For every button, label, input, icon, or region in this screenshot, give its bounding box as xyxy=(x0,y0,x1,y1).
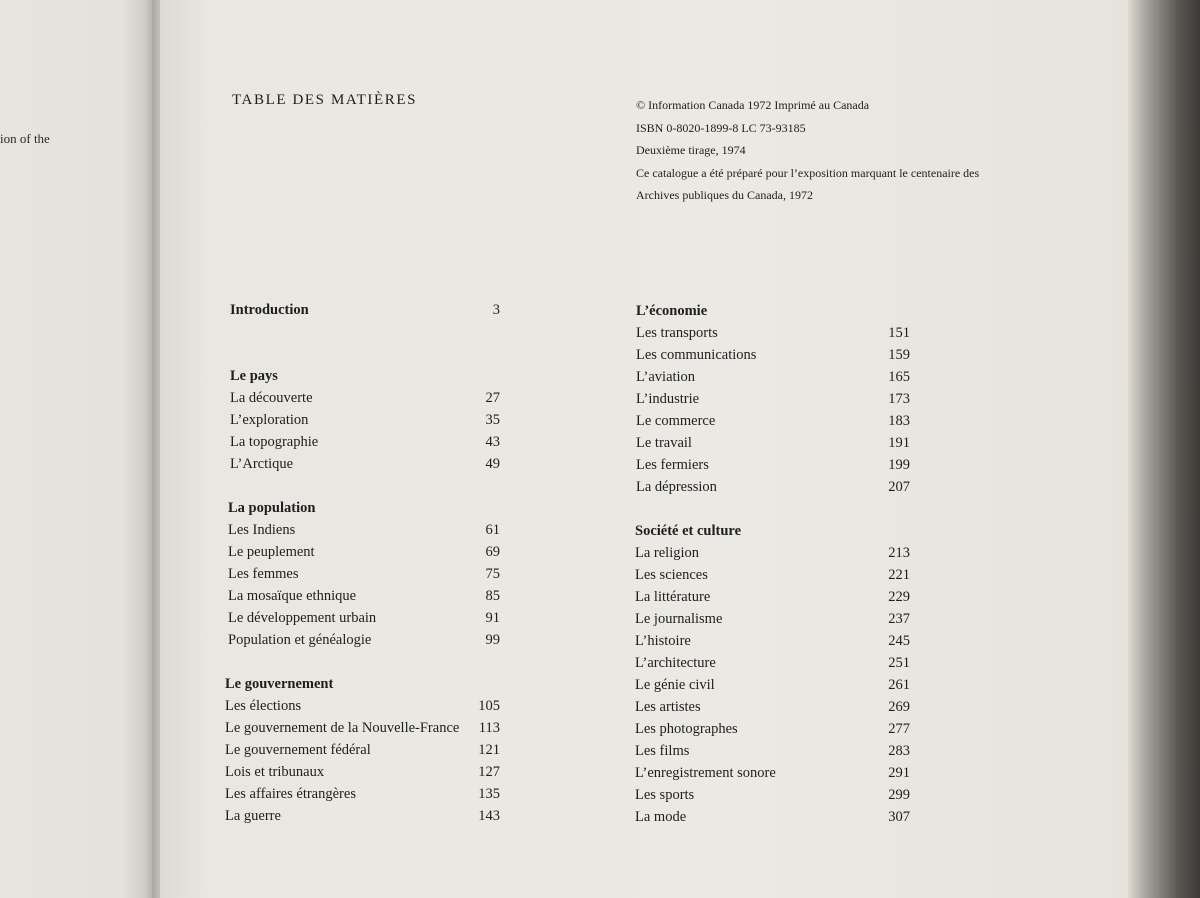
toc-entry xyxy=(635,762,910,784)
toc-entry xyxy=(635,674,910,696)
toc-entry xyxy=(635,586,910,608)
toc-entry xyxy=(230,409,500,431)
toc-entry-label: Le commerce xyxy=(636,413,716,429)
toc-section-title: La population xyxy=(228,500,316,516)
imprint-block xyxy=(636,94,1016,207)
toc-entry-page: 291 xyxy=(888,765,910,781)
toc-entry-page: 127 xyxy=(478,764,500,780)
toc-entry-label: Le gouvernement fédéral xyxy=(225,742,371,758)
toc-entry-page: 27 xyxy=(485,390,500,406)
toc-entry-page: 165 xyxy=(888,369,910,385)
toc-entry xyxy=(635,630,910,652)
toc-entry-label: Le peuplement xyxy=(228,544,315,560)
toc-entry-page: 43 xyxy=(485,434,500,450)
toc-entry-page: 85 xyxy=(485,588,500,604)
imprint-line: ISBN 0-8020-1899-8 LC 73-93185 xyxy=(636,120,806,135)
toc-entry-page: 277 xyxy=(888,721,910,737)
toc-entry-label: La dépression xyxy=(636,479,717,495)
toc-entry xyxy=(635,542,910,564)
toc-entry xyxy=(228,541,500,563)
toc-entry xyxy=(636,432,910,454)
left-page xyxy=(0,0,152,898)
toc-entry-label: Les femmes xyxy=(228,566,299,582)
toc-entry-label: Les photographes xyxy=(635,721,738,737)
toc-entry-page: 199 xyxy=(888,457,910,473)
toc-entry-page: 283 xyxy=(888,743,910,759)
toc-entry-page: 269 xyxy=(888,699,910,715)
toc-entry-page: 91 xyxy=(485,610,500,626)
toc-section-economie xyxy=(636,300,910,498)
toc-entry-label: Les sciences xyxy=(635,567,708,583)
toc-entry-label: Les Indiens xyxy=(228,522,296,538)
toc-entry-label: L’enregistrement sonore xyxy=(635,765,776,781)
toc-entry-page: 183 xyxy=(888,413,910,429)
toc-entry-label: L’aviation xyxy=(636,369,696,385)
toc-entry-page: 135 xyxy=(478,786,500,802)
toc-entry-label: L’Arctique xyxy=(230,456,294,472)
toc-entry-label: Le développement urbain xyxy=(228,610,377,626)
toc-right-column xyxy=(632,300,922,828)
toc-section-title: Le pays xyxy=(230,368,278,384)
toc-entry xyxy=(635,696,910,718)
toc-entry-page: 35 xyxy=(485,412,500,428)
toc-entry-page: 159 xyxy=(888,347,910,363)
toc-entry xyxy=(636,344,910,366)
toc-entry-page: 69 xyxy=(485,544,500,560)
toc-entry-label: Le gouvernement de la Nouvelle-France xyxy=(225,720,460,736)
toc-entry xyxy=(636,388,910,410)
toc-entry-label: Les communications xyxy=(636,347,757,363)
toc-entry-label: La topographie xyxy=(230,434,319,450)
toc-entry xyxy=(635,608,910,630)
toc-entry-page: 261 xyxy=(888,677,910,693)
toc-entry-page: 221 xyxy=(888,567,910,583)
imprint-line: Deuxième tirage, 1974 xyxy=(636,143,746,157)
toc-entry-label: Les affaires étrangères xyxy=(225,786,356,802)
toc-section-title: Le gouvernement xyxy=(225,676,334,692)
toc-entry-page: 173 xyxy=(888,391,910,407)
page-title: TABLE DES MATIÈRES xyxy=(232,92,418,108)
toc-entry-page: 105 xyxy=(478,698,500,714)
toc-section-title: Société et culture xyxy=(635,523,742,539)
imprint-line: © Information Canada 1972 Imprimé au Canada xyxy=(636,98,870,112)
toc-entry-label: Le génie civil xyxy=(635,677,715,693)
toc-entry-label: L’industrie xyxy=(636,391,700,407)
toc-entry xyxy=(228,519,500,541)
toc-entry xyxy=(636,454,910,476)
toc-entry-label: Les transports xyxy=(636,325,718,341)
toc-entry xyxy=(230,387,500,409)
toc-entry-page: 213 xyxy=(888,545,910,561)
toc-entry xyxy=(635,652,910,674)
toc-entry xyxy=(228,585,500,607)
toc-entry-page: 49 xyxy=(485,456,500,472)
toc-entry xyxy=(228,607,500,629)
toc-entry-page: 251 xyxy=(888,655,910,671)
toc-entry-label: Les films xyxy=(635,743,690,759)
page-edge xyxy=(1128,0,1200,898)
toc-entry-page: 307 xyxy=(888,809,910,825)
toc-entry-label: L’histoire xyxy=(635,633,691,649)
toc-entry xyxy=(225,695,500,717)
toc-entry-label: La littérature xyxy=(635,589,711,605)
toc-entry-label: Le journalisme xyxy=(635,611,723,627)
toc-section-title: L’économie xyxy=(636,303,708,319)
toc-entry-label: La guerre xyxy=(225,808,281,824)
toc-entry-label: Les artistes xyxy=(635,699,701,715)
imprint-line: Ce catalogue a été préparé pour l’exposition marquant le centenaire des xyxy=(636,165,980,180)
toc-entry-page: 229 xyxy=(888,589,910,605)
toc-entry-label: Population et généalogie xyxy=(228,632,372,648)
toc-entry-label: Les élections xyxy=(225,698,302,714)
toc-section-societe-culture xyxy=(635,520,910,828)
imprint-line: Archives publiques du Canada, 1972 xyxy=(636,188,813,202)
toc-entry-page: 113 xyxy=(478,720,500,736)
toc-entry-page: 61 xyxy=(485,522,500,538)
toc-entry-page: 299 xyxy=(888,787,910,803)
toc-entry xyxy=(225,783,500,805)
toc-entry-page: 3 xyxy=(492,302,500,318)
toc-intro-entry xyxy=(230,299,512,321)
toc-entry xyxy=(225,739,500,761)
toc-entry-page: 75 xyxy=(485,566,500,582)
toc-entry-page: 237 xyxy=(888,611,910,627)
toc-entry-page: 121 xyxy=(478,742,500,758)
toc-entry xyxy=(228,563,500,585)
toc-entry-label: Les sports xyxy=(635,787,695,803)
toc-entry-page: 99 xyxy=(485,632,500,648)
toc-entry-label: Lois et tribunaux xyxy=(225,764,325,780)
toc-entry-label: La religion xyxy=(635,545,700,561)
toc-entry-label: L’architecture xyxy=(635,655,716,671)
toc-entry xyxy=(225,805,500,827)
toc-entry-page: 191 xyxy=(888,435,910,451)
toc-left-column xyxy=(222,299,512,827)
left-page-text-fragment: ion of the xyxy=(0,131,50,146)
toc-entry-label: La mode xyxy=(635,809,687,825)
toc-entry-label: Le travail xyxy=(636,435,692,451)
toc-section-la-population xyxy=(228,497,500,651)
toc-entry-page: 143 xyxy=(478,808,500,824)
toc-entry xyxy=(635,806,910,828)
toc-entry-page: 151 xyxy=(888,325,910,341)
toc-entry-label: La découverte xyxy=(230,390,313,406)
toc-entry xyxy=(230,453,500,475)
toc-entry xyxy=(636,322,910,344)
toc-entry xyxy=(230,431,500,453)
toc-entry-label: Introduction xyxy=(230,302,309,318)
toc-entry xyxy=(636,366,910,388)
toc-section-le-pays xyxy=(230,365,500,475)
toc-section-le-gouvernement xyxy=(225,673,500,827)
toc-entry xyxy=(635,564,910,586)
toc-entry xyxy=(636,410,910,432)
toc-entry-label: La mosaïque ethnique xyxy=(228,588,357,604)
toc-entry-page: 245 xyxy=(888,633,910,649)
toc-entry xyxy=(225,717,500,739)
toc-entry xyxy=(225,761,500,783)
toc-entry xyxy=(635,740,910,762)
toc-entry-label: L’exploration xyxy=(230,412,309,428)
toc-entry xyxy=(228,629,500,651)
toc-entry xyxy=(635,784,910,806)
toc-entry-label: Les fermiers xyxy=(636,457,709,473)
toc-entry xyxy=(635,718,910,740)
toc-entry-page: 207 xyxy=(888,479,910,495)
toc-entry xyxy=(636,476,910,498)
